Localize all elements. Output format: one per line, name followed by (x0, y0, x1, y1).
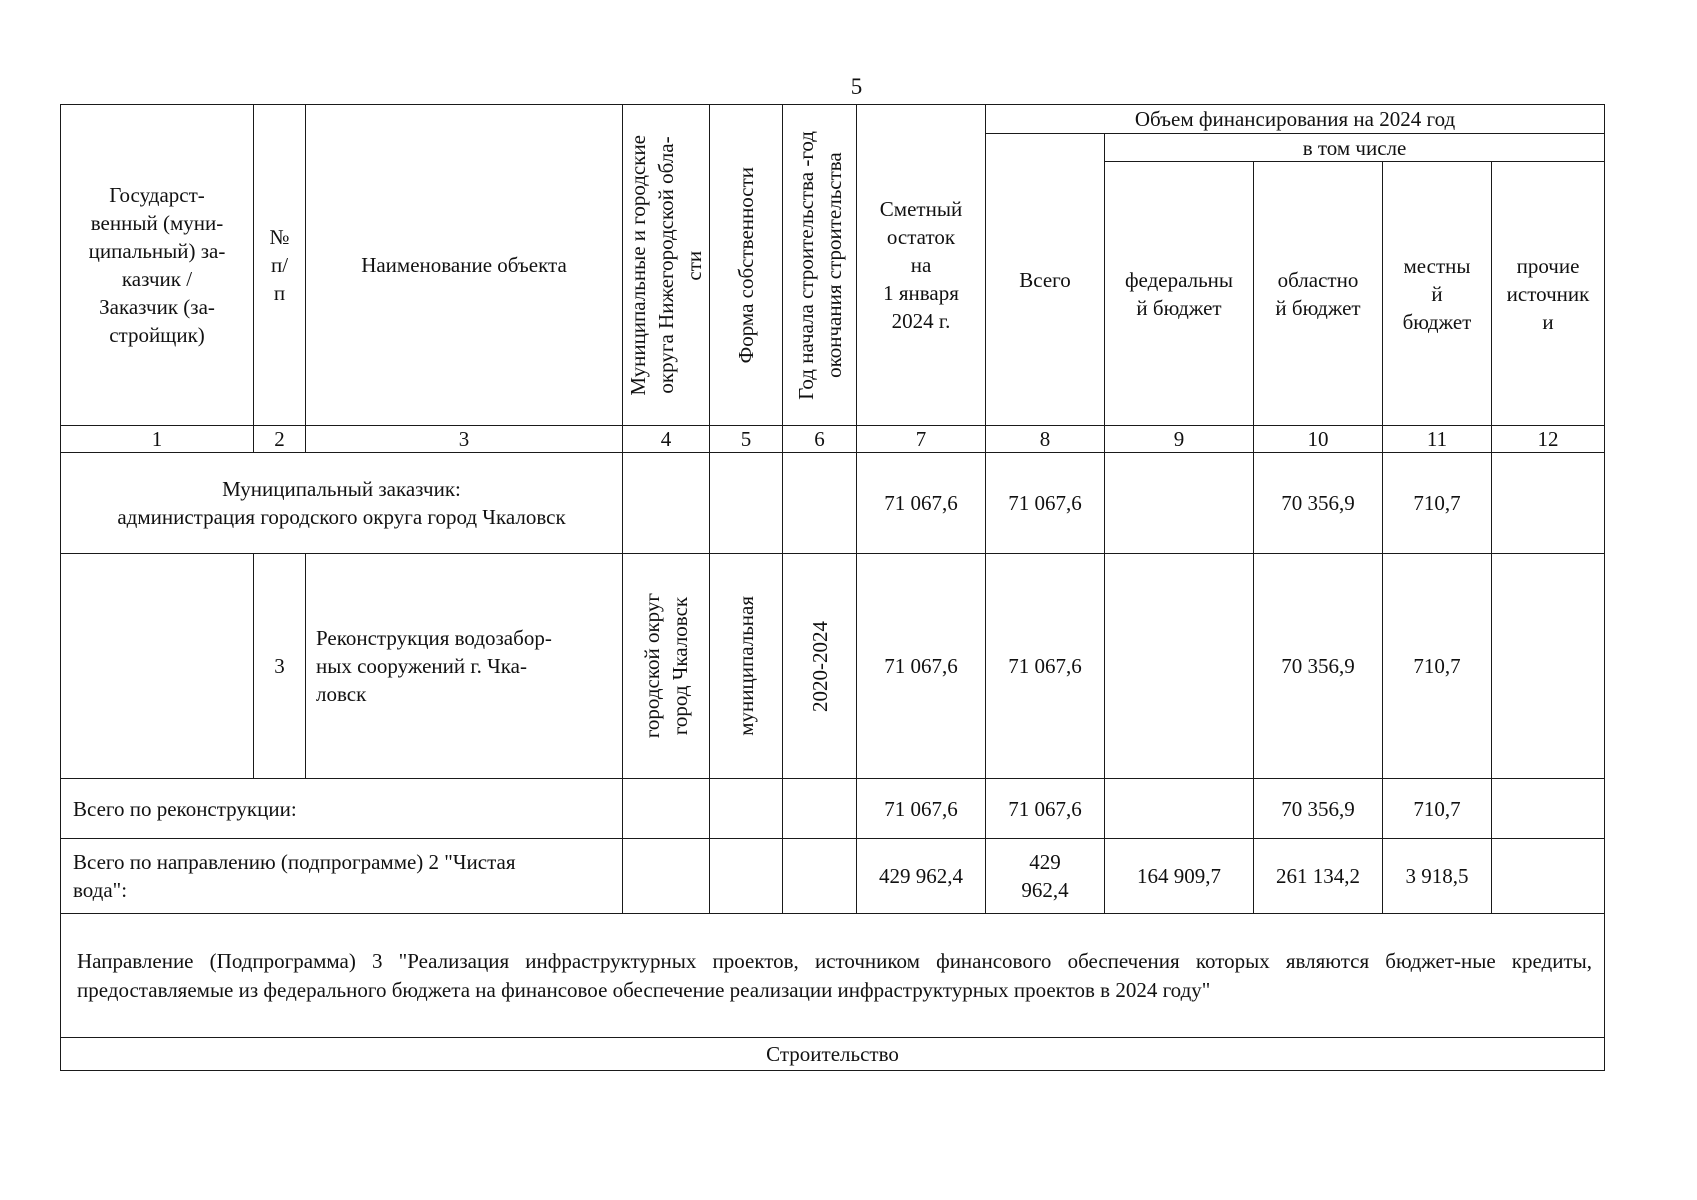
empty-cell (623, 839, 710, 914)
direction-total-row (61, 839, 1605, 914)
federal-value (1105, 453, 1254, 554)
header-ownership: Форма собственности (710, 105, 783, 426)
header-total: Всего (986, 134, 1105, 426)
other-value (1492, 554, 1605, 779)
column-number: 2 (254, 426, 306, 453)
empty-cell (783, 453, 857, 554)
estimate-value: 429 962,4 (857, 839, 986, 914)
regional-value: 70 356,9 (1254, 779, 1383, 839)
column-number: 3 (306, 426, 623, 453)
header-including: в том числе (1105, 134, 1605, 162)
federal-value (1105, 554, 1254, 779)
regional-value: 70 356,9 (1254, 554, 1383, 779)
reconstruction-total-row (61, 779, 1605, 839)
header-object-name: Наименование объекта (306, 105, 623, 426)
header-estimate-balance: Сметный остаток на 1 января 2024 г. (857, 105, 986, 426)
column-number: 6 (783, 426, 857, 453)
column-number: 7 (857, 426, 986, 453)
regional-value: 70 356,9 (1254, 453, 1383, 554)
empty-cell (710, 839, 783, 914)
reconstruction-total-label: Всего по реконструкции: (61, 779, 623, 839)
local-value: 3 918,5 (1383, 839, 1492, 914)
empty-cell (783, 839, 857, 914)
object-district: городской округ город Чкаловск (623, 554, 710, 779)
header-row-1 (61, 105, 1605, 134)
header-customer: Государст- венный (муни- ципальный) за- казчик / Заказчик (за- стройщик) (61, 105, 254, 426)
column-number: 1 (61, 426, 254, 453)
header-other: прочие источник и (1492, 162, 1605, 426)
estimate-value: 71 067,6 (857, 453, 986, 554)
local-value: 710,7 (1383, 453, 1492, 554)
regional-value: 261 134,2 (1254, 839, 1383, 914)
empty-cell (623, 453, 710, 554)
total-value: 71 067,6 (986, 554, 1105, 779)
local-value: 710,7 (1383, 779, 1492, 839)
federal-value (1105, 779, 1254, 839)
construction-row (61, 1038, 1605, 1071)
empty-cell (710, 453, 783, 554)
object-years: 2020-2024 (783, 554, 857, 779)
empty-cell (783, 779, 857, 839)
column-number: 8 (986, 426, 1105, 453)
column-number: 9 (1105, 426, 1254, 453)
object-name: Реконструкция водозабор- ных сооружений г. Чка- ловск (306, 554, 623, 779)
header-regional: областно й бюджет (1254, 162, 1383, 426)
budget-table (60, 104, 1605, 1071)
direction-3-row (61, 914, 1605, 1038)
estimate-value: 71 067,6 (857, 779, 986, 839)
header-years: Год начала строительства -год окончания строительства (783, 105, 857, 426)
customer-label: Муниципальный заказчик: администрация городского округа город Чкаловск (61, 453, 623, 554)
header-local: местны й бюджет (1383, 162, 1492, 426)
header-funding-volume: Объем финансирования на 2024 год (986, 105, 1605, 134)
customer-row (61, 453, 1605, 554)
estimate-value: 71 067,6 (857, 554, 986, 779)
object-num: 3 (254, 554, 306, 779)
direction-3-text: Направление (Подпрограмма) 3 "Реализация инфраструктурных проектов, источником финансового обеспечения которых являются бюджет-ные кредиты, предоставляемые из федерального бюджета на финансовое обеспечение реализации инфраструктурных проектов в 2024 году" (61, 914, 1605, 1038)
other-value (1492, 453, 1605, 554)
column-number: 12 (1492, 426, 1605, 453)
local-value: 710,7 (1383, 554, 1492, 779)
page-number: 5 (850, 74, 863, 99)
total-value: 429 962,4 (986, 839, 1105, 914)
empty-cell (710, 779, 783, 839)
empty-cell (61, 554, 254, 779)
header-municipal-district: Муниципальные и городские округа Нижегородской обла- сти (623, 105, 710, 426)
direction-total-label: Всего по направлению (подпрограмме) 2 "Чистая вода": (61, 839, 623, 914)
other-value (1492, 779, 1605, 839)
other-value (1492, 839, 1605, 914)
federal-value: 164 909,7 (1105, 839, 1254, 914)
header-federal: федеральны й бюджет (1105, 162, 1254, 426)
construction-label: Строительство (61, 1038, 1605, 1071)
empty-cell (623, 779, 710, 839)
column-numbers-row (61, 426, 1605, 453)
total-value: 71 067,6 (986, 779, 1105, 839)
column-number: 11 (1383, 426, 1492, 453)
object-ownership: муниципальная (710, 554, 783, 779)
header-num: № п/ п (254, 105, 306, 426)
object-row (61, 554, 1605, 779)
total-value: 71 067,6 (986, 453, 1105, 554)
column-number: 4 (623, 426, 710, 453)
column-number: 5 (710, 426, 783, 453)
column-number: 10 (1254, 426, 1383, 453)
